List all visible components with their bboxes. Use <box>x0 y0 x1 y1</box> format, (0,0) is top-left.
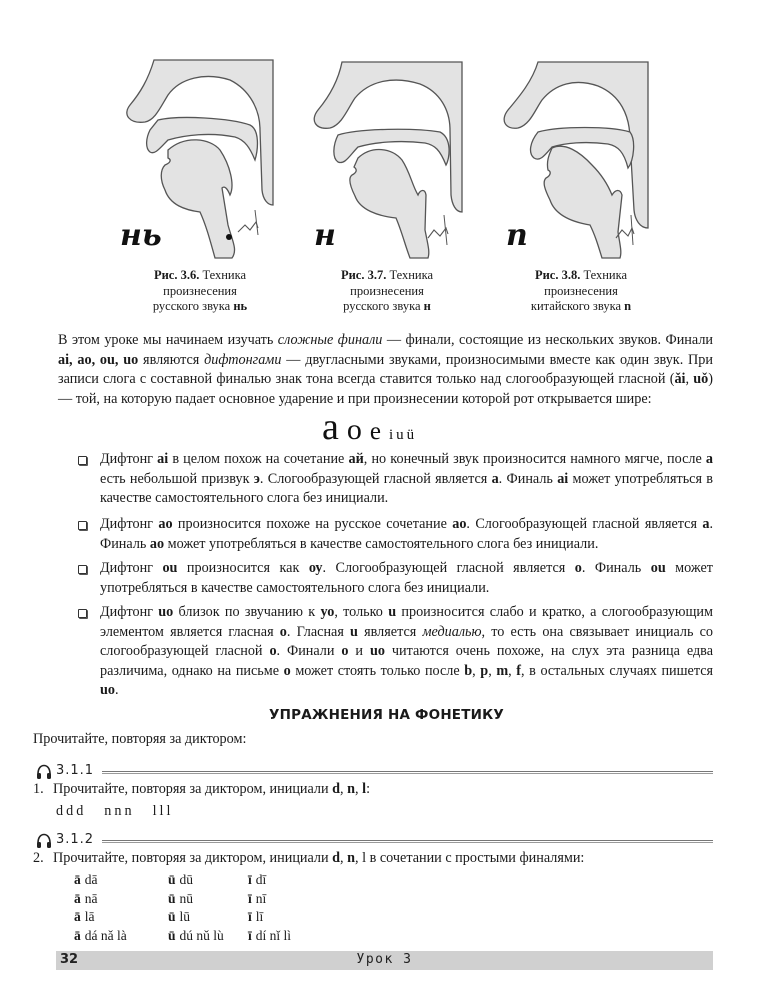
divider-rule <box>102 840 713 843</box>
checkbox-bullet-icon <box>78 521 87 530</box>
figure-3-6 <box>110 0 310 260</box>
figure-3-7 <box>300 0 480 260</box>
drill-cell: ā dā <box>74 872 98 887</box>
figure-3-8 <box>480 0 660 260</box>
vowel-openness-scale <box>322 408 417 446</box>
lesson-label: Урок 3 <box>356 952 413 967</box>
vowel-i: i <box>388 427 394 443</box>
bullet-uo <box>78 603 713 701</box>
drill-cell: ī lī <box>248 909 264 924</box>
figure-letter: нь <box>120 218 162 253</box>
bullet-text: Дифтонг ao произносится похоже на русское сочетание ао. Слогообразующей гласной является a. Финаль ao может употребляться в качестве самостоятельного слога без инициали. <box>100 516 713 552</box>
drill-cell: ū nū <box>168 890 194 906</box>
audio-track-3-1-2[interactable] <box>36 832 713 850</box>
drill-cell: ā lā <box>74 909 95 924</box>
bullet-text: Дифтонг ou произносится как оу. Слогообразующей гласной является o. Финаль ou может употребляться в качестве самостоятельного слога без инициали. <box>100 560 713 596</box>
checkbox-bullet-icon <box>78 456 87 465</box>
vowel-a: a <box>322 406 339 448</box>
exercise-1-drill <box>56 803 191 820</box>
figure-caption-3-7: Рис. 3.7. Техника произнесения русского звука н <box>340 268 434 313</box>
audio-track-3-1-1[interactable] <box>36 763 713 781</box>
drill-cell: ī nī <box>248 890 267 906</box>
page-footer <box>56 951 713 970</box>
figure-caption-3-6: Рис. 3.6. Техника произнесения русского звука нь <box>152 268 248 313</box>
exercise-1-instruction: 1. Прочитайте, повторяя за диктором, инициали d, n, l: <box>33 781 371 797</box>
bullet-text: Дифтонг ai в целом похож на сочетание ай, но конечный звук произносится намного мягче, после а есть небольшой призвук э. Слогообразующей гласной является a. Финаль ai может употребляться в качестве самостоятельного слога без инициали. <box>100 451 713 506</box>
drill-cell: ā dá nǎ là <box>74 927 127 943</box>
headphones-icon[interactable] <box>36 833 52 849</box>
drill-cell: ī dī <box>248 872 267 887</box>
bullet-ou <box>78 559 713 598</box>
section-instruction: Прочитайте, повторяя за диктором: <box>33 731 247 747</box>
exercise-2-instruction: 2. Прочитайте, повторяя за диктором, инициали d, n, l в сочетании с простыми финалями: <box>33 850 585 866</box>
bullet-text: Дифтонг uo близок по звучанию к уо, только u произносится слабо и кратко, а слогообразующим элементом является гласная o. Гласная u является медиалью, то есть она связывает инициаль со слогообразующей гласной o. Финали o и uo читаются очень похоже, на слух эта разница едва различима, однако на письме o может стоять только после b, p, m, f, в остальных случаях пишется uo. <box>100 604 714 698</box>
checkbox-bullet-icon <box>78 609 87 618</box>
checkbox-bullet-icon <box>78 565 87 574</box>
figure-caption-3-8: Рис. 3.8. Техника произнесения китайского звука n <box>530 268 632 313</box>
vowel-o: o <box>346 413 362 446</box>
vowel-e: e <box>369 418 381 445</box>
headphones-icon[interactable] <box>36 764 52 780</box>
drill-cell: ū dū <box>168 872 194 887</box>
divider-rule <box>102 771 713 774</box>
page-number: 32 <box>60 952 79 967</box>
audio-track-number: 3.1.2 <box>56 832 95 847</box>
drill-cell: ū dú nǔ lù <box>168 927 224 943</box>
drill-cell: ū lū <box>168 909 191 924</box>
figure-letter: н <box>314 218 336 253</box>
drill-cell: ā nā <box>74 890 98 906</box>
drill-d: ddd <box>56 803 87 819</box>
vowel-u-umlaut: ü <box>406 427 415 443</box>
articulation-point-icon <box>226 234 232 240</box>
drill-l: lll <box>152 803 174 819</box>
audio-track-number: 3.1.1 <box>56 763 95 778</box>
vowel-u: u <box>396 427 404 443</box>
bullet-ai <box>78 450 713 509</box>
bullet-ao <box>78 515 713 554</box>
drill-n: nnn <box>104 803 135 819</box>
intro-paragraph: В этом уроке мы начинаем изучать сложные финали — финали, состоящие из нескольких звуков. Финали ai, ao, ou, uo являются дифтонгами — двугласными звуками, произносимыми вместе как один звук. При записи слога с составной финалью знак тона всегда ставится только над слогообразующей гласной (ǎi, uǒ) — той, на которую падает основное ударение и при произнесении которой рот открывается шире: <box>58 332 714 407</box>
section-title: УПРАЖНЕНИЯ НА ФОНЕТИКУ <box>269 707 504 723</box>
drill-cell: ī dí nǐ lì <box>248 927 292 943</box>
figure-letter: n <box>506 218 528 253</box>
